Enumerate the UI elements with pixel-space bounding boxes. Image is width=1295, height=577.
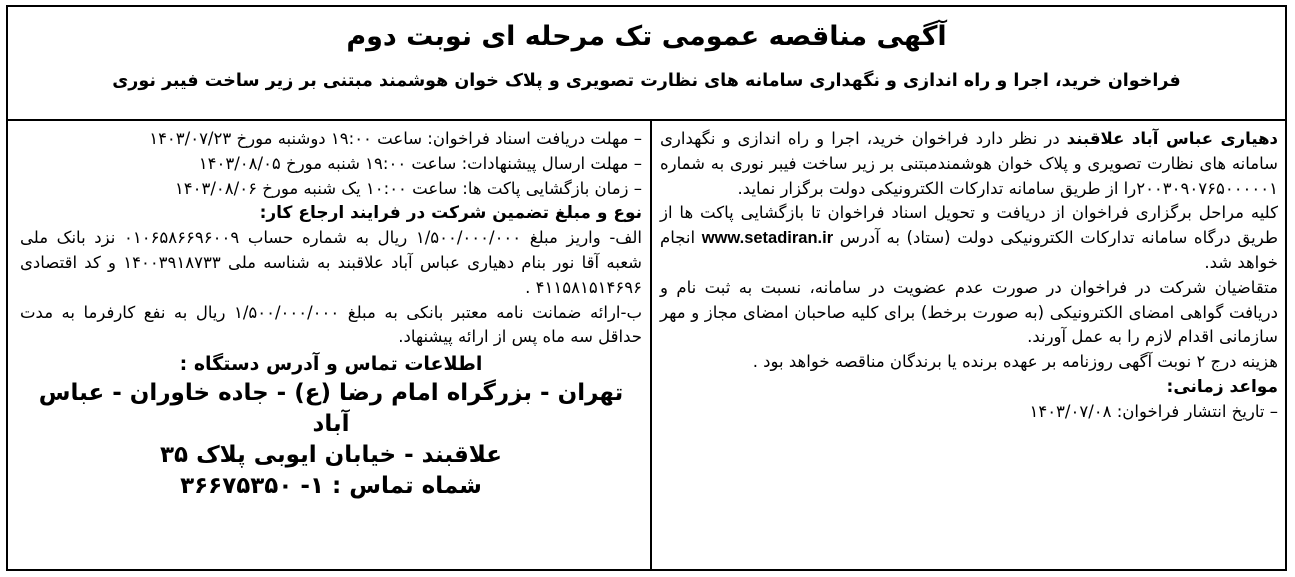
procedure-text-end: انجام خواهد شد. [660,228,1278,272]
right-column [660,127,1278,425]
notice-frame [6,5,1287,571]
guarantee-option-b: ب-ارائه ضمانت نامه معتبر بانکی به مبلغ ۱/۵۰۰/۰۰۰/۰۰۰ ریال به نفع کارفرما به مدت حداقل سه ماه پس از ارائه پیشنهاد. [20,302,643,347]
procedure-paragraph [660,201,1278,275]
guarantee-option-a: الف- واریز مبلغ ۱/۵۰۰/۰۰۰/۰۰۰ ریال به شماره حساب ۰۱۰۶۵۸۶۶۹۶۰۰۹ نزد بانک ملی شعبه آقا نور بنام دهیاری عباس آباد علاقبند به شناسه ملی ۱۴۰۰۳۹۱۸۷۳۳ و کد اقتصادی ۴۱۱۵۸۱۵۱۴۶۹۶ . [20,228,642,297]
address-line-2: علاقبند - خیابان ایوبی پلاک ۳۵ [160,442,502,469]
guarantee-heading: نوع و مبلغ تضمین شرکت در فرایند ارجاع کار: [259,203,642,224]
procedure-text: کلیه مراحل برگزاری فراخوان از دریافت و تحویل اسناد فراخوان تا بازگشایی پاکت ها از طریق درگاه سامانه تدارکات الکترونیکی دولت (ستاد) به آدرس [660,203,1278,248]
address-line-1: تهران - بزرگراه امام رضا (ع) - جاده خاوران - عباس آباد [38,380,624,438]
setad-url: www.setadiran.ir [701,229,834,248]
header-divider [8,119,1285,121]
notice-subtitle: فراخوان خرید، اجرا و راه اندازی و نگهداری سامانه های نظارت تصویری و پلاک خوان هوشمند مبتنی بر زیر ساخت فیبر نوری [112,71,1181,91]
docs-deadline: – مهلت دریافت اسناد فراخوان: ساعت ۱۹:۰۰ دوشنبه مورخ ۱۴۰۳/۰۷/۲۳ [149,129,642,148]
notice-title: آگهی مناقصه عمومی تک مرحله ای نوبت دوم [346,21,947,52]
publish-date: – تاریخ انتشار فراخوان: ۱۴۰۳/۰۷/۰۸ [1029,401,1278,421]
organization-name: دهیاری عباس آباد علاقبند [1066,129,1278,148]
dates-heading: مواعد زمانی: [1166,376,1278,397]
column-divider [650,119,652,569]
left-column [20,127,642,502]
intro-paragraph [660,127,1278,201]
cost-paragraph: هزینه درج ۲ نوبت آگهی روزنامه بر عهده برنده یا برندگان مناقصه خواهد بود . [752,352,1278,372]
opening-time: – زمان بازگشایی پاکت ها: ساعت ۱۰:۰۰ یک شنبه مورخ ۱۴۰۳/۰۸/۰۶ [174,178,642,198]
contact-heading: اطلاعات تماس و آدرس دستگاه : [179,353,483,376]
bids-deadline: – مهلت ارسال پیشنهادات: ساعت ۱۹:۰۰ شنبه مورخ ۱۴۰۳/۰۸/۰۵ [198,153,642,173]
intro-text: در نظر دارد فراخوان خرید، اجرا و راه اندازی و نگهداری سامانه های نظارت تصویری و پلاک خوان هوشمندمبتنی بر زیر ساخت فیبر نوری به شماره ۲۰۰۳۰۹۰۷۶۵۰۰۰۰۰۱را از طریق سامانه تدارکات الکترونیکی دولت برگزار نماید. [660,129,1278,198]
phone-line: شماه تماس : ۱- ۳۶۶۷۵۳۵۰ [180,473,482,500]
registration-paragraph: متقاضیان شرکت در فراخوان در صورت عدم عضویت در سامانه، نسبت به ثبت نام و دریافت گواهی امضای الکترونیکی (به صورت برخط) برای کلیه صاحبان امضای مجاز و مهر سازمانی اقدام لازم را به عمل آورند. [660,277,1278,347]
contact-block [20,350,642,502]
